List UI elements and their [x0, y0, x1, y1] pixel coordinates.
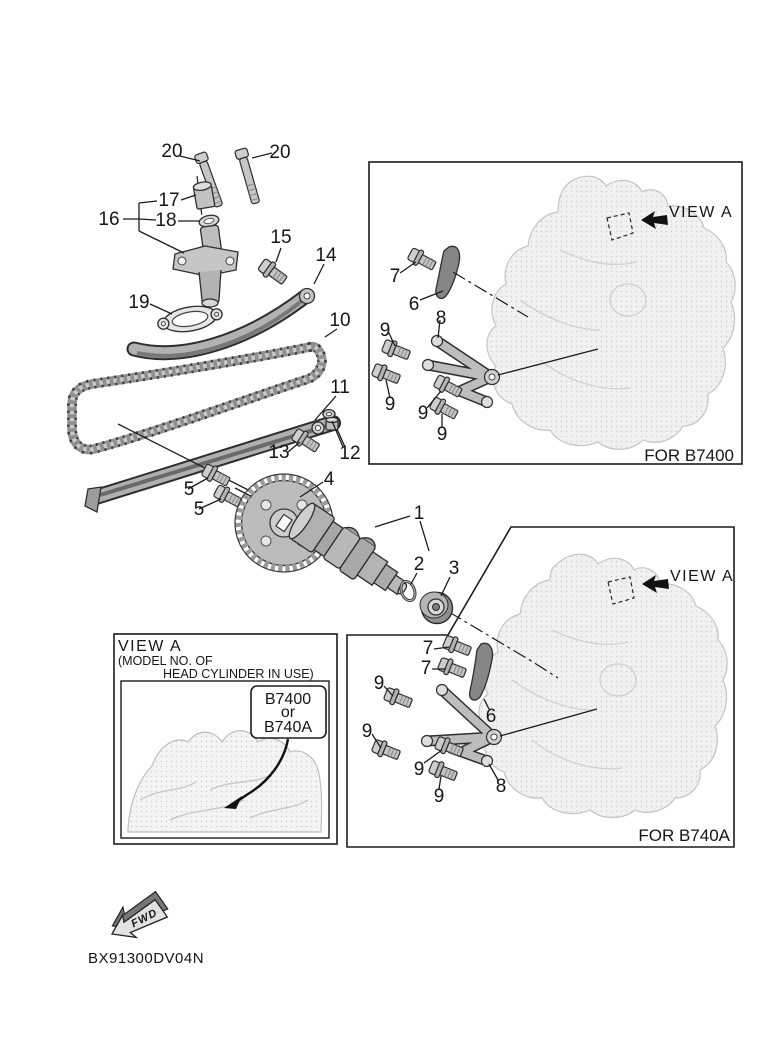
b740a-box [347, 527, 734, 847]
callout-7: 7 [420, 658, 432, 679]
callout-8: 8 [435, 308, 447, 329]
main-assembly [72, 141, 459, 624]
tensioner-plunger-15 [256, 257, 289, 288]
callout-17: 17 [158, 190, 180, 211]
callout-5: 5 [183, 479, 195, 500]
view-a-subtitle-2: HEAD CYLINDER IN USE) [163, 667, 314, 681]
callout-10: 10 [329, 310, 351, 331]
callout-3: 3 [448, 558, 460, 579]
view-a-label: VIEW A [670, 568, 735, 585]
model-line-2: or [280, 704, 296, 721]
tensioner-arm-6 [436, 246, 460, 298]
callout-12: 12 [339, 443, 361, 464]
callout-2: 2 [413, 554, 425, 575]
bolt-9 [371, 738, 402, 763]
callout-6: 6 [485, 706, 497, 727]
callout-20: 20 [269, 142, 291, 163]
bolt-5 [212, 483, 244, 510]
callout-14: 14 [315, 245, 337, 266]
callout-9: 9 [433, 786, 445, 807]
callout-13: 13 [268, 442, 290, 463]
bolt-9 [428, 759, 459, 784]
bolt-7 [437, 656, 468, 681]
diagram-code: BX91300DV04N [88, 950, 205, 967]
callout-9: 9 [373, 673, 385, 694]
callout-9: 9 [417, 403, 429, 424]
callout-16: 16 [98, 209, 120, 230]
callout-11: 11 [330, 377, 350, 398]
model-line-1: B7400 [264, 691, 312, 708]
fwd-arrow-icon [103, 889, 172, 946]
b7400-box [369, 162, 742, 465]
callout-9: 9 [413, 759, 425, 780]
view-a-box [114, 634, 337, 844]
tensioner-cap-17 [193, 181, 215, 210]
fwd-label: FWD [129, 906, 160, 931]
callout-9: 9 [379, 320, 391, 341]
view-a-label: VIEW A [669, 204, 734, 221]
callout-18: 18 [155, 210, 177, 231]
b7400-caption: FOR B7400 [644, 446, 734, 465]
bolt-7 [442, 634, 473, 659]
callout-9: 9 [436, 424, 448, 445]
callout-5: 5 [193, 499, 205, 520]
callout-15: 15 [270, 227, 292, 248]
view-a-subtitle-1: (MODEL NO. OF [118, 654, 213, 668]
callout-19: 19 [128, 292, 150, 313]
callout-1: 1 [413, 503, 425, 524]
bolt-9 [381, 338, 412, 363]
view-a-title: VIEW A [118, 638, 183, 655]
chain-tensioner-16 [173, 225, 238, 307]
callout-6: 6 [408, 294, 420, 315]
bolt-9 [428, 395, 460, 422]
o-ring-2 [398, 579, 417, 602]
callout-9: 9 [361, 721, 373, 742]
b740a-caption: FOR B740A [638, 826, 730, 845]
callout-4: 4 [323, 469, 335, 490]
callout-8: 8 [495, 776, 507, 797]
bearing-3 [420, 592, 453, 624]
callout-9: 9 [384, 394, 396, 415]
bolt-7 [406, 246, 438, 273]
callout-7: 7 [389, 266, 401, 287]
model-line-3: B740A [263, 719, 313, 736]
callout-7: 7 [422, 638, 434, 659]
callout-20: 20 [161, 141, 183, 162]
